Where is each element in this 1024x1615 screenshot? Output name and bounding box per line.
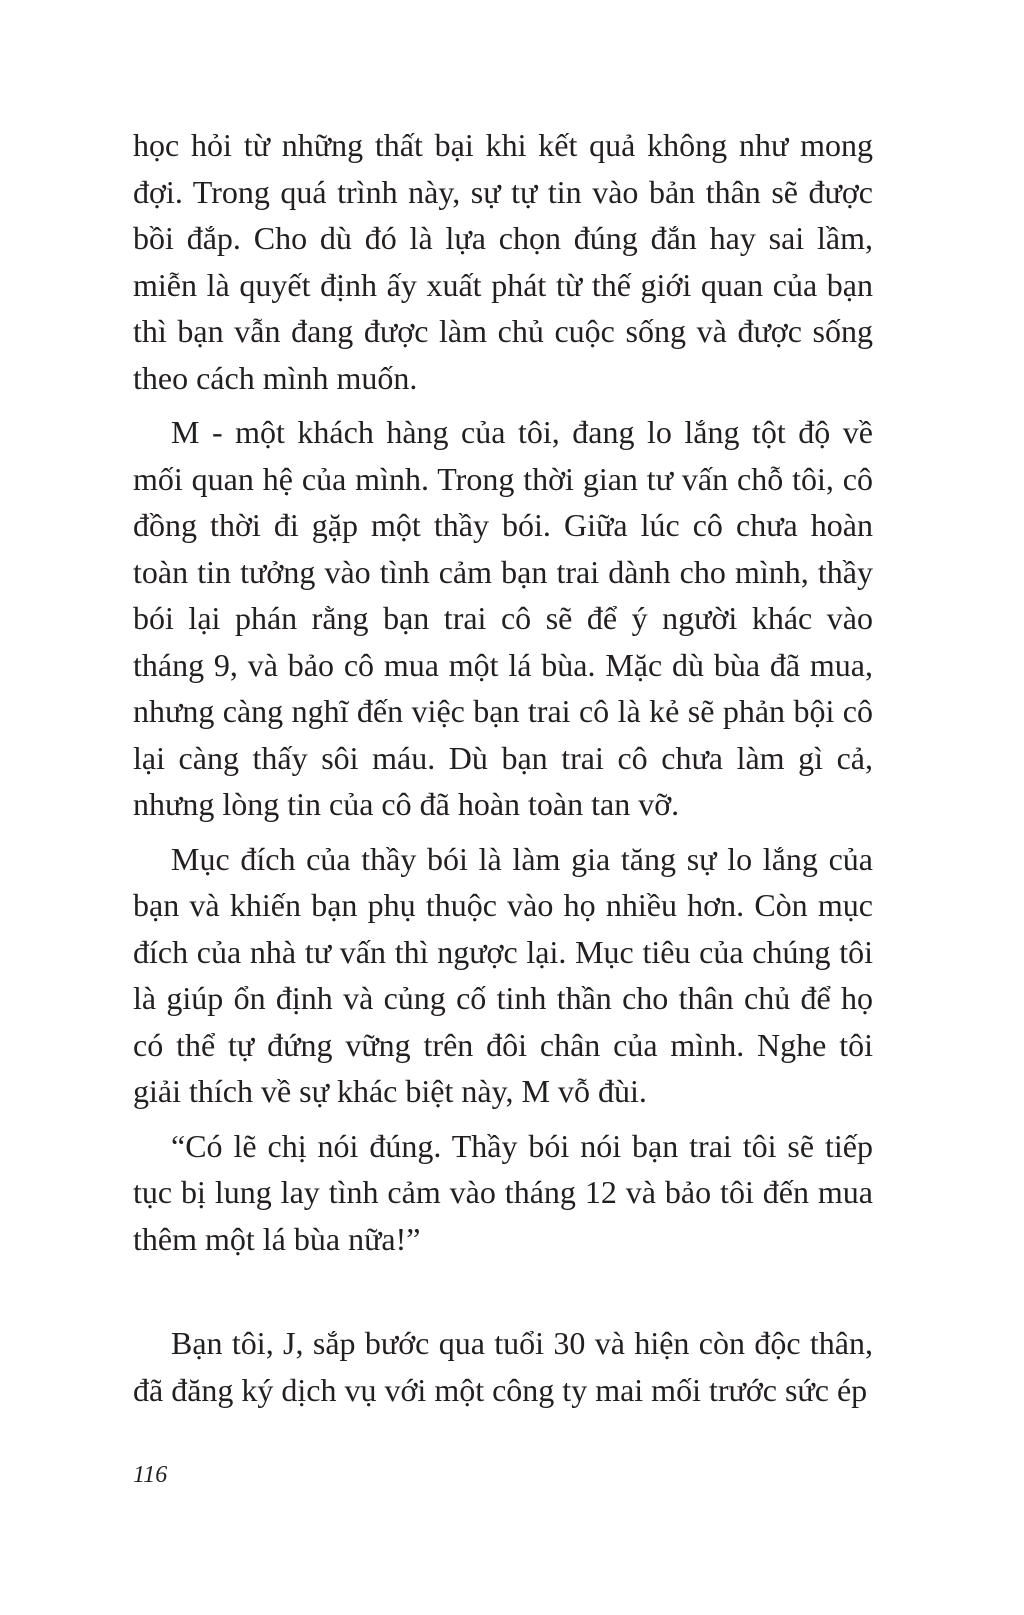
paragraph-continuation: học hỏi từ những thất bại khi kết quả không như mong đợi. Trong quá trình này, sự tự tin vào bản thân sẽ được bồi đắp. Cho dù đó là lựa chọn đúng đắn hay sai lầm, miễn là quyết định ấy xuất phát từ thế giới quan của bạn thì bạn vẫn đang được làm chủ cuộc sống và được sống theo cách mình muốn. xyxy=(133,127,873,396)
paragraph-client-m: M - một khách hàng của tôi, đang lo lắng tột độ về mối quan hệ của mình. Trong thời gian tư vấn chỗ tôi, cô đồng thời đi gặp một thầy bói. Giữa lúc cô chưa hoàn toàn tin tưởng vào tình cảm bạn trai dành cho mình, thầy bói lại phán rằng bạn trai cô sẽ để ý người khác vào tháng 9, và bảo cô mua một lá bùa. Mặc dù bùa đã mua, nhưng càng nghĩ đến việc bạn trai cô là kẻ sẽ phản bội cô lại càng thấy sôi máu. Dù bạn trai cô chưa làm gì cả, nhưng lòng tin của cô đã hoàn toàn tan vỡ. xyxy=(133,414,873,822)
body-text xyxy=(133,122,873,1421)
paragraph-fortune-teller-purpose: Mục đích của thầy bói là làm gia tăng sự lo lắng của bạn và khiến bạn phụ thuộc vào họ nhiều hơn. Còn mục đích của nhà tư vấn thì ngược lại. Mục tiêu của chúng tôi là giúp ổn định và củng cố tinh thần cho thân chủ để họ có thể tự đứng vững trên đôi chân của mình. Nghe tôi giải thích về sự khác biệt này, M vỗ đùi. xyxy=(133,840,873,1109)
paragraph-friend-j: Bạn tôi, J, sắp bước qua tuổi 30 và hiện còn độc thân, đã đăng ký dịch vụ với một công ty mai mối trước sức ép xyxy=(133,1325,873,1408)
paragraph-quote: “Có lẽ chị nói đúng. Thầy bói nói bạn trai tôi sẽ tiếp tục bị lung lay tình cảm vào tháng 12 và bảo tôi đến mua thêm một lá bùa nữa!” xyxy=(133,1127,873,1257)
page-number: 116 xyxy=(133,1462,168,1488)
